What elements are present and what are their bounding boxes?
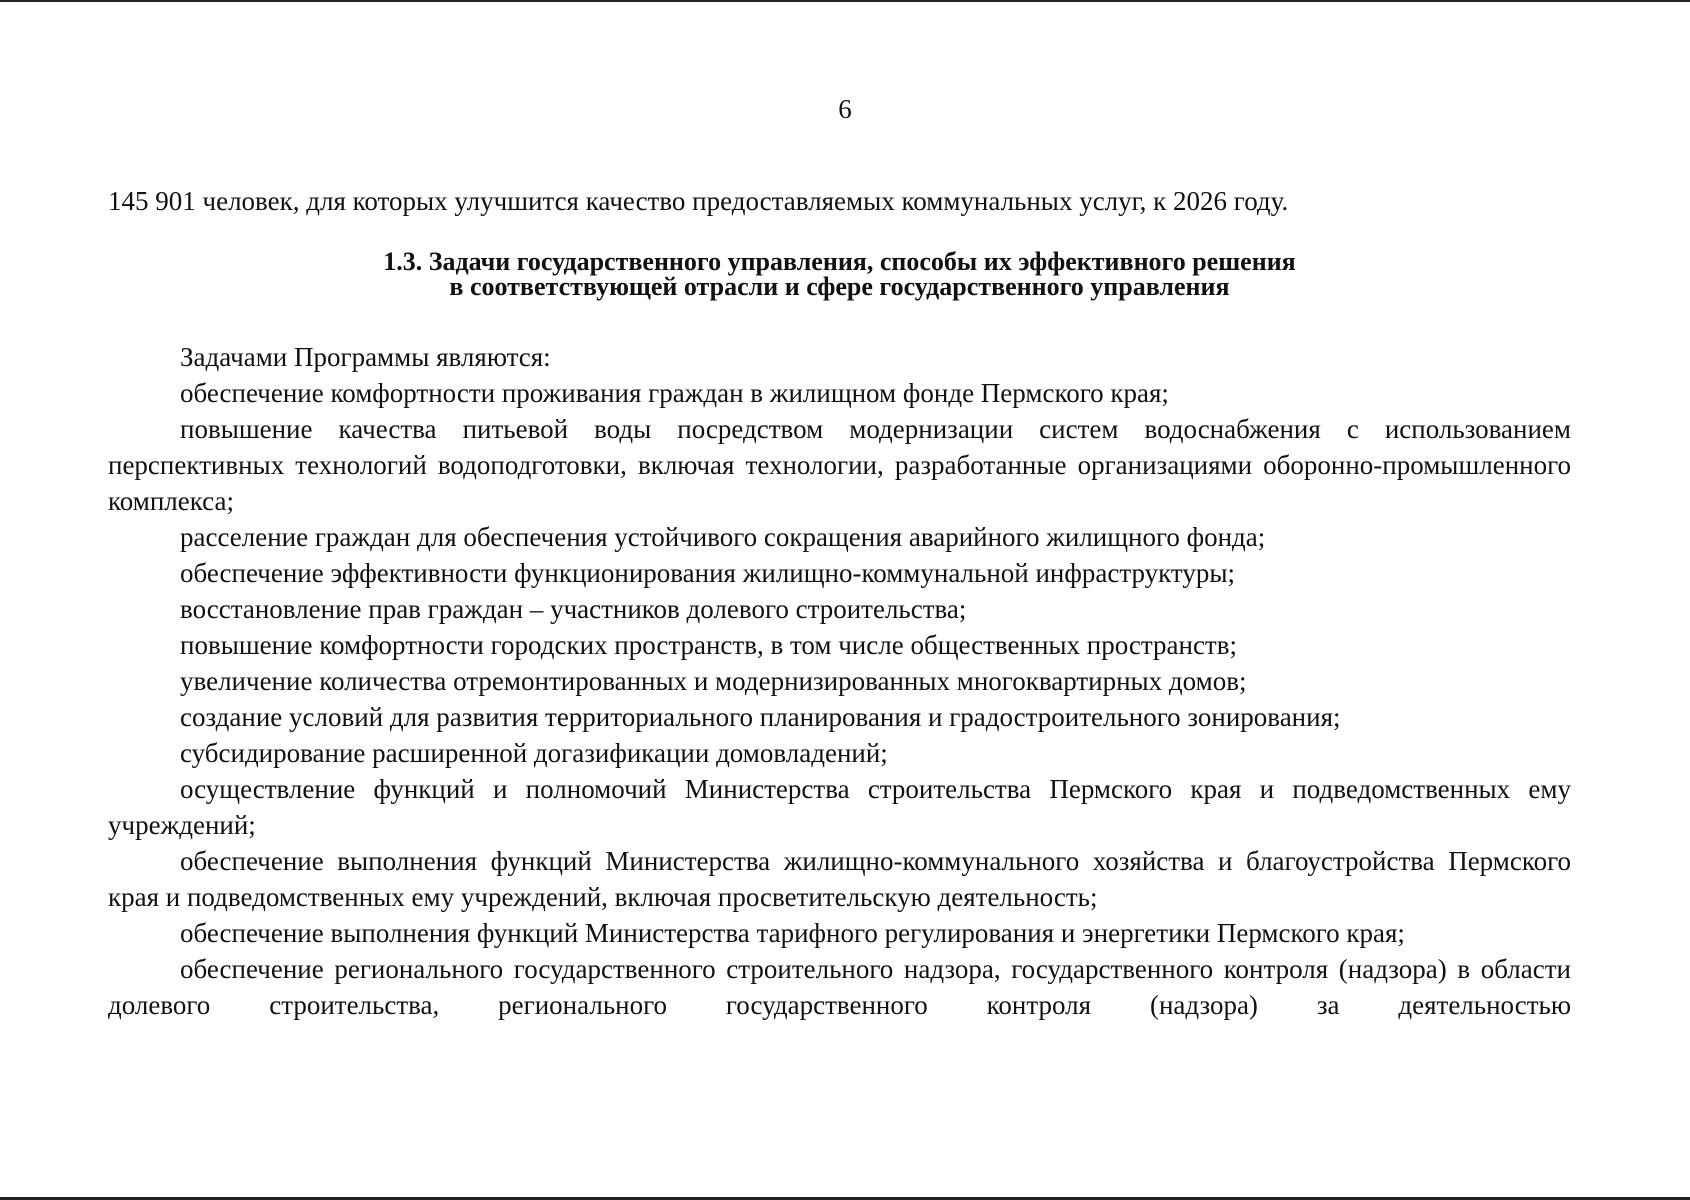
paragraph-task: создание условий для развития территориального планирования и градостроительного зонирования; <box>180 702 1341 732</box>
paragraph-task: повышение качества питьевой воды посредством модернизации систем водоснабжения с использованием перспективных технологий водоподготовки, включая технологии, разработанные организациями оборонно-промышленного комплекса; <box>108 414 1571 516</box>
paragraph-task: обеспечение выполнения функций Министерства жилищно-коммунального хозяйства и благоустройства Пермского края и подведомственных ему учреждений, включая просветительскую деятельность; <box>108 846 1571 912</box>
paragraph-task: восстановление прав граждан – участников долевого строительства; <box>180 594 967 624</box>
paragraph-task: расселение граждан для обеспечения устойчивого сокращения аварийного жилищного фонда; <box>180 522 1266 552</box>
paragraph-task: обеспечение выполнения функций Министерства тарифного регулирования и энергетики Пермского края; <box>180 918 1405 948</box>
section-heading-line-1: 1.3. Задачи государственного управления, способы их эффективного решения <box>383 247 1296 276</box>
paragraph-task: субсидирование расширенной догазификации домовладений; <box>180 738 888 768</box>
page-number: 6 <box>838 94 852 124</box>
continuation-line: 145 901 человек, для которых улучшится качество предоставляемых коммунальных услуг, к 2026 году. <box>108 186 1289 216</box>
paragraph-task: осуществление функций и полномочий Министерства строительства Пермского края и подведомственных ему учреждений; <box>108 774 1571 840</box>
section-heading <box>108 249 1571 299</box>
task-list <box>108 339 1571 1023</box>
section-heading-line-2: в соответствующей отрасли и сфере государственного управления <box>449 272 1230 301</box>
paragraph-task: увеличение количества отремонтированных и модернизированных многоквартирных домов; <box>180 666 1247 696</box>
paragraph-task: обеспечение эффективности функционирования жилищно-коммунальной инфраструктуры; <box>180 558 1235 588</box>
paragraph-task-continued: обеспечение регионального государственного строительного надзора, государственного контроля (надзора) в области долевого строительства, регионального государственного контроля (надзора) за деятельностью <box>108 954 1571 1020</box>
paragraph-intro: Задачами Программы являются: <box>180 342 551 372</box>
paragraph-task: повышение комфортности городских пространств, в том числе общественных пространств; <box>180 630 1237 660</box>
paragraph-task: обеспечение комфортности проживания граждан в жилищном фонде Пермского края; <box>180 378 1169 408</box>
